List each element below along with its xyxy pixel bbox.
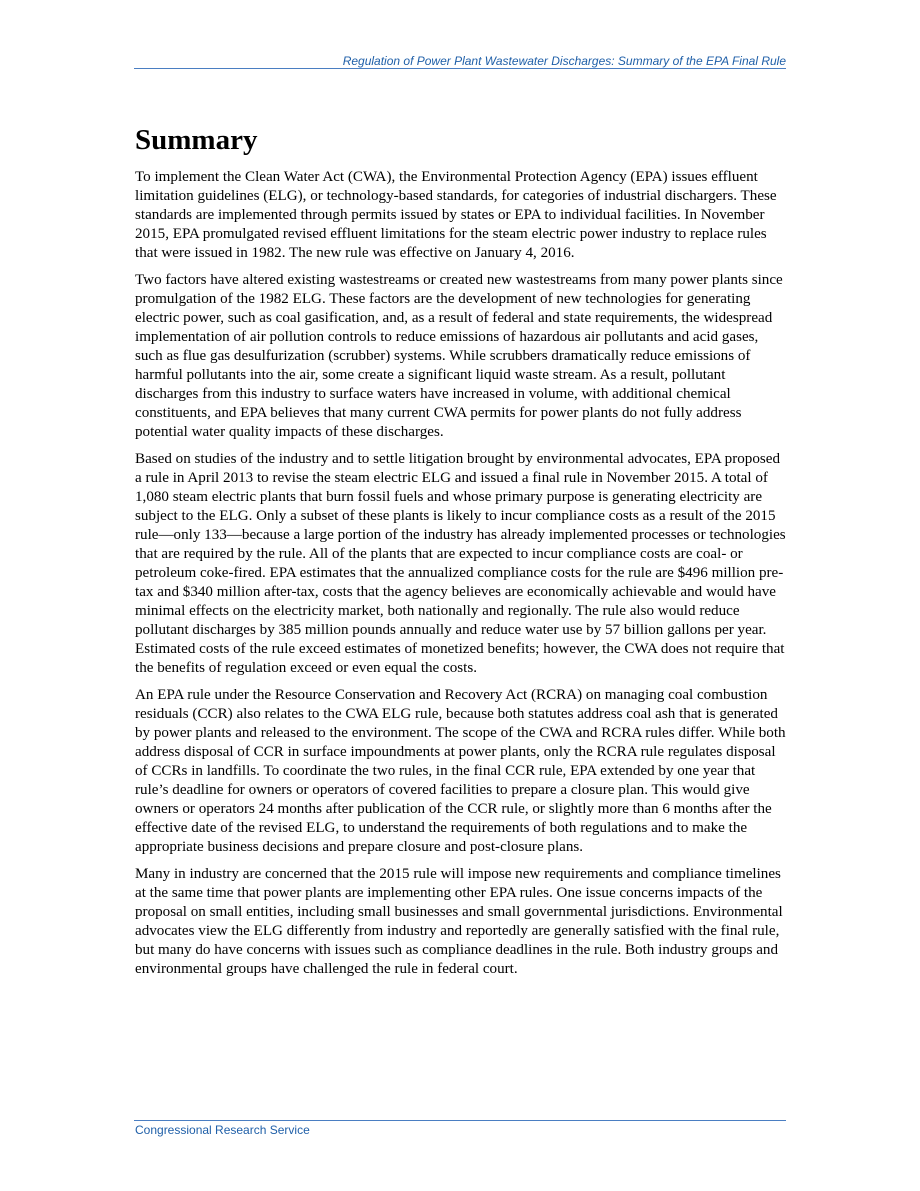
footer-divider xyxy=(134,1120,786,1121)
summary-body xyxy=(135,168,787,987)
header-divider xyxy=(134,68,786,69)
paragraph-1: To implement the Clean Water Act (CWA), the Environmental Protection Agency (EPA) issues effluent limitation guidelines (ELG), or technology-based standards, for categories of industrial dischargers. These standards are implemented through permits issued by states or EPA to individual facilities. In November 2015, EPA promulgated revised effluent limitations for the steam electric power industry to replace rules that were issued in 1982. The new rule was effective on January 4, 2016. xyxy=(135,169,777,261)
paragraph-5: Many in industry are concerned that the 2015 rule will impose new requirements and compliance timelines at the same time that power plants are implementing other EPA rules. One issue concerns impacts of the proposal on small entities, including small businesses and small governmental jurisdictions. Environmental advocates view the ELG differently from industry and reportedly are generally satisfied with the final rule, but many do have concerns with issues such as compliance deadlines in the rule. Both industry groups and environmental groups have challenged the rule in federal court. xyxy=(135,866,783,977)
paragraph-2: Two factors have altered existing wastestreams or created new wastestreams from many power plants since promulgation of the 1982 ELG. These factors are the development of new technologies for generating electric power, such as coal gasification, and, as a result of federal and state requirements, the widespread implementation of air pollution controls to reduce emissions of hazardous air pollutants and acid gases, such as flue gas desulfurization (scrubber) systems. While scrubbers dramatically reduce emissions of harmful pollutants into the air, some create a significant liquid waste stream. As a result, pollutant discharges from this industry to surface waters have increased in volume, with additional chemical constituents, and EPA believes that many current CWA permits for power plants do not fully address potential water quality impacts of these discharges. xyxy=(135,272,783,440)
footer-organization: Congressional Research Service xyxy=(135,1123,310,1137)
paragraph-3: Based on studies of the industry and to settle litigation brought by environmental advocates, EPA proposed a rule in April 2013 to revise the steam electric ELG and issued a final rule in November 2015. A total of 1,080 steam electric plants that burn fossil fuels and whose primary purpose is generating electricity are subject to the ELG. Only a subset of these plants is likely to incur compliance costs as a result of the 2015 rule—only 133—because a large portion of the industry has already implemented processes or technologies that are required by the rule. All of the plants that are expected to incur compliance costs are coal- or petroleum coke-fired. EPA estimates that the annualized compliance costs for the rule are $496 million pre-tax and $340 million after-tax, costs that the agency believes are economically achievable and would have minimal effects on the electricity market, both nationally and regionally. The rule also would reduce pollutant discharges by 385 million pounds annually and reduce water use by 57 billion gallons per year. Estimated costs of the rule exceed estimates of monetized benefits; however, the CWA does not require that the benefits of regulation exceed or even equal the costs. xyxy=(135,451,786,676)
paragraph-4: An EPA rule under the Resource Conservation and Recovery Act (RCRA) on managing coal combustion residuals (CCR) also relates to the CWA ELG rule, because both statutes address coal ash that is generated by power plants and released to the environment. The scope of the CWA and RCRA rules differ. While both address disposal of CCR in surface impoundments at power plants, only the RCRA rule regulates disposal of CCRs in landfills. To coordinate the two rules, in the final CCR rule, EPA extended by one year that rule’s deadline for owners or operators of covered facilities to prepare a closure plan. This would give owners or operators 24 months after publication of the CCR rule, or slightly more than 6 months after the effective date of the revised ELG, to understand the requirements of both regulations and to make the appropriate business decisions and prepare closure and post-closure plans. xyxy=(135,687,786,855)
section-title: Summary xyxy=(135,124,258,156)
running-header: Regulation of Power Plant Wastewater Discharges: Summary of the EPA Final Rule xyxy=(342,54,786,68)
